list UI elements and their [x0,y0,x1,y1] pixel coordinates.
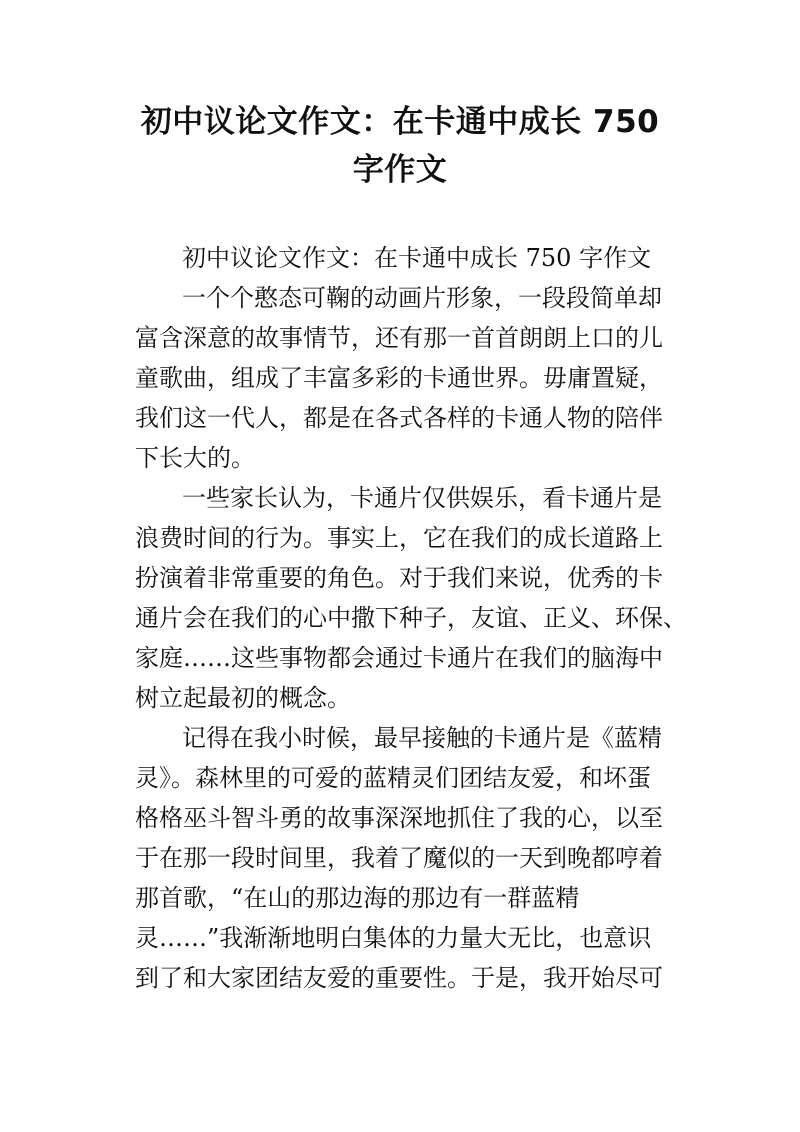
text-line: 扮演着非常重要的角色。对于我们来说，优秀的卡 [135,564,663,592]
text-line: 一些家长认为，卡通片仅供娱乐，看卡通片是 [182,484,662,512]
text-line: 树立起最初的概念。 [135,684,351,712]
text-line: 初中议论文作文：在卡通中成长 750 字作文 [182,244,652,272]
text-line: 灵……”我渐渐地明白集体的力量大无比，也意识 [135,924,652,952]
text-line: 通片会在我们的心中撒下种子，友谊、正义、环保、 [135,604,687,632]
text-line: 格格巫斗智斗勇的故事深深地抓住了我的心，以至 [135,804,663,832]
title-line-2: 字作文 [352,152,448,188]
text-line: 灵》。森林里的可爱的蓝精灵们团结友爱，和坏蛋 [135,764,651,792]
text-line: 富含深意的故事情节，还有那一首首朗朗上口的儿 [135,324,663,352]
text-line: 一个个憨态可鞠的动画片形象，一段段简单却 [182,284,662,312]
text-line: 到了和大家团结友爱的重要性。于是，我开始尽可 [135,964,663,992]
text-line: 我们这一代人，都是在各式各样的卡通人物的陪伴 [135,404,663,432]
text-line: 下长大的。 [135,444,255,472]
text-line: 记得在我小时候，最早接触的卡通片是《蓝精 [182,724,662,752]
text-line: 家庭……这些事物都会通过卡通片在我们的脑海中 [135,644,663,672]
text-line: 浪费时间的行为。事实上，它在我们的成长道路上 [135,524,663,552]
text-line: 于在那一段时间里，我着了魔似的一天到晚都哼着 [135,844,663,872]
text-line: 那首歌，“在山的那边海的那边有一群蓝精 [135,884,580,912]
title-line-1: 初中议论文作文：在卡通中成长 750 [140,104,660,140]
text-line: 童歌曲，组成了丰富多彩的卡通世界。毋庸置疑， [135,364,663,392]
document-title [100,98,700,194]
document-body [135,238,687,998]
